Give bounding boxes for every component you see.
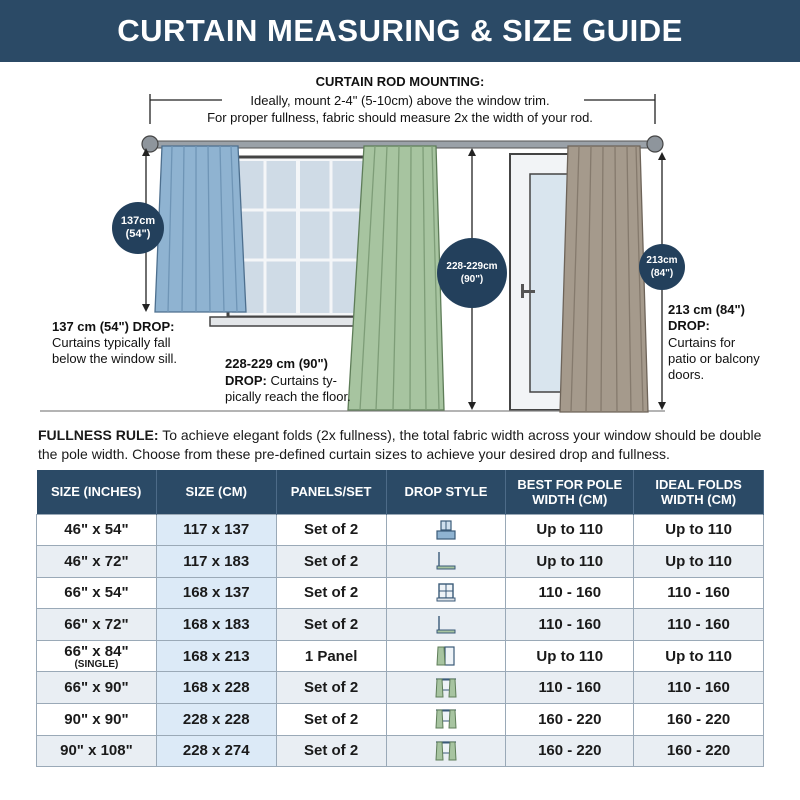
cell-folds-width: 110 - 160: [634, 609, 764, 641]
blue-curtain: [155, 146, 246, 312]
taupe-curtain: [560, 146, 648, 412]
cell-panels: Set of 2: [276, 514, 386, 546]
cell-pole-width: 110 - 160: [506, 577, 634, 609]
table-row: [37, 577, 764, 609]
cell-size-cm: 117 x 137: [156, 514, 276, 546]
middle-caption-line3: pically reach the floor.: [225, 389, 351, 404]
size-inches-value: 66" x 84": [64, 642, 129, 660]
mounting-line1: Ideally, mount 2-4" (5-10cm) above the window trim.: [250, 93, 550, 108]
header-drop-style: DROP STYLE: [386, 470, 506, 514]
size-inches-value: 46" x 72": [64, 552, 129, 570]
cell-folds-width: 110 - 160: [634, 672, 764, 704]
left-caption-line2: below the window sill.: [52, 351, 178, 366]
mounting-line2: For proper fullness, fabric should measure 2x the width of your rod.: [207, 110, 593, 125]
long-curtain-icon: [433, 742, 459, 759]
cell-drop-style: [386, 704, 506, 736]
right-caption-title: 213 cm (84"): [668, 302, 745, 317]
cell-size-cm: 228 x 274: [156, 735, 276, 767]
header-size-cm: SIZE (CM): [156, 470, 276, 514]
cell-size-cm: 168 x 183: [156, 609, 276, 641]
middle-caption-title: 228-229 cm (90"): [225, 356, 329, 371]
fullness-rule-label: FULLNESS RULE:: [38, 427, 159, 443]
door-curtain-icon: [433, 647, 459, 664]
header-pole-width: BEST FOR POLE WIDTH (CM): [506, 470, 634, 514]
cell-pole-width: Up to 110: [506, 546, 634, 578]
cell-pole-width: 110 - 160: [506, 609, 634, 641]
middle-drop-badge: [437, 238, 507, 308]
size-inches-value: 66" x 72": [64, 616, 129, 634]
cell-pole-width: 160 - 220: [506, 704, 634, 736]
table-row: [37, 514, 764, 546]
cell-drop-style: [386, 546, 506, 578]
right-badge-in: (84"): [650, 268, 674, 279]
left-caption-line1: Curtains typically fall: [52, 335, 171, 350]
cell-size-cm: 168 x 213: [156, 640, 276, 672]
cell-panels: Set of 2: [276, 704, 386, 736]
cell-pole-width: Up to 110: [506, 514, 634, 546]
cell-pole-width: Up to 110: [506, 640, 634, 672]
cell-folds-width: 110 - 160: [634, 577, 764, 609]
left-badge-in: (54"): [125, 228, 151, 240]
cell-folds-width: Up to 110: [634, 514, 764, 546]
header-panels: PANELS/SET: [276, 470, 386, 514]
sill-icon: [433, 552, 459, 569]
cell-size-inches: [37, 704, 157, 736]
cell-size-cm: 228 x 228: [156, 704, 276, 736]
header-folds-width: IDEAL FOLDS WIDTH (CM): [634, 470, 764, 514]
middle-badge-cm: 228-229cm: [446, 261, 498, 272]
right-caption-bold: DROP:: [668, 318, 710, 333]
cell-size-inches: [37, 514, 157, 546]
size-inches-value: 90" x 90": [64, 710, 129, 728]
cell-size-inches: [37, 609, 157, 641]
right-drop-badge: [639, 244, 685, 290]
long-curtain-icon: [433, 679, 459, 696]
cell-size-inches: [37, 735, 157, 767]
middle-caption-rest: Curtains ty-: [270, 373, 337, 388]
sill-icon: [433, 616, 459, 633]
right-caption-line4: patio or balcony: [668, 351, 760, 366]
size-inches-value: 90" x 108": [60, 742, 133, 760]
curtain-illustration: [0, 62, 800, 422]
size-inches-value: 66" x 90": [64, 679, 129, 697]
middle-badge-in: (90"): [460, 274, 484, 285]
table-row: [37, 609, 764, 641]
cell-pole-width: 160 - 220: [506, 735, 634, 767]
fullness-rule-text: To achieve elegant folds (2x fullness), the total fabric width across your window should be double the pole width. Choose from these pre-defined curtain sizes to achieve your desired drop and fullness.: [38, 427, 762, 462]
left-caption-title: 137 cm (54") DROP:: [52, 319, 175, 334]
cell-folds-width: Up to 110: [634, 640, 764, 672]
middle-caption-bold: DROP:: [225, 373, 267, 388]
cell-size-cm: 168 x 228: [156, 672, 276, 704]
cell-size-inches: [37, 672, 157, 704]
cell-panels: Set of 2: [276, 609, 386, 641]
size-table: [36, 470, 764, 767]
size-inches-value: 46" x 54": [64, 521, 129, 539]
cell-panels: Set of 2: [276, 546, 386, 578]
mounting-heading: CURTAIN ROD MOUNTING:: [315, 74, 485, 89]
cell-drop-style: [386, 514, 506, 546]
cell-panels: Set of 2: [276, 577, 386, 609]
table-header-row: [37, 470, 764, 514]
table-row: [37, 672, 764, 704]
table-row: [37, 546, 764, 578]
cell-panels: 1 Panel: [276, 640, 386, 672]
cell-folds-width: Up to 110: [634, 546, 764, 578]
page-title: CURTAIN MEASURING & SIZE GUIDE: [117, 13, 683, 48]
cell-panels: Set of 2: [276, 735, 386, 767]
cell-drop-style: [386, 609, 506, 641]
size-inches-note: (SINGLE): [74, 658, 119, 670]
cell-panels: Set of 2: [276, 672, 386, 704]
cell-drop-style: [386, 735, 506, 767]
cell-size-cm: 168 x 137: [156, 577, 276, 609]
table-row: [37, 640, 764, 672]
cell-size-inches: [37, 546, 157, 578]
header-size-inches: SIZE (INCHES): [37, 470, 157, 514]
cell-drop-style: [386, 577, 506, 609]
cell-pole-width: 110 - 160: [506, 672, 634, 704]
size-inches-value: 66" x 54": [64, 584, 129, 602]
left-drop-badge: [112, 202, 164, 254]
cell-drop-style: [386, 672, 506, 704]
right-caption-line5: doors.: [668, 367, 705, 382]
cell-size-cm: 117 x 183: [156, 546, 276, 578]
left-badge-cm: 137cm: [120, 215, 156, 227]
table-row: [37, 735, 764, 767]
cell-folds-width: 160 - 220: [634, 704, 764, 736]
middle-caption-line2: [225, 373, 365, 388]
cell-drop-style: [386, 640, 506, 672]
cell-folds-width: 160 - 220: [634, 735, 764, 767]
cell-size-inches: [37, 640, 157, 672]
window-icon: [433, 584, 459, 601]
sink-window-icon: [433, 521, 459, 538]
page-header: [0, 0, 800, 62]
right-caption-line3: Curtains for: [668, 335, 736, 350]
cell-size-inches: [37, 577, 157, 609]
fullness-rule: [38, 426, 768, 464]
right-badge-cm: 213cm: [646, 255, 678, 266]
long-curtain-icon: [433, 710, 459, 727]
table-row: [37, 704, 764, 736]
